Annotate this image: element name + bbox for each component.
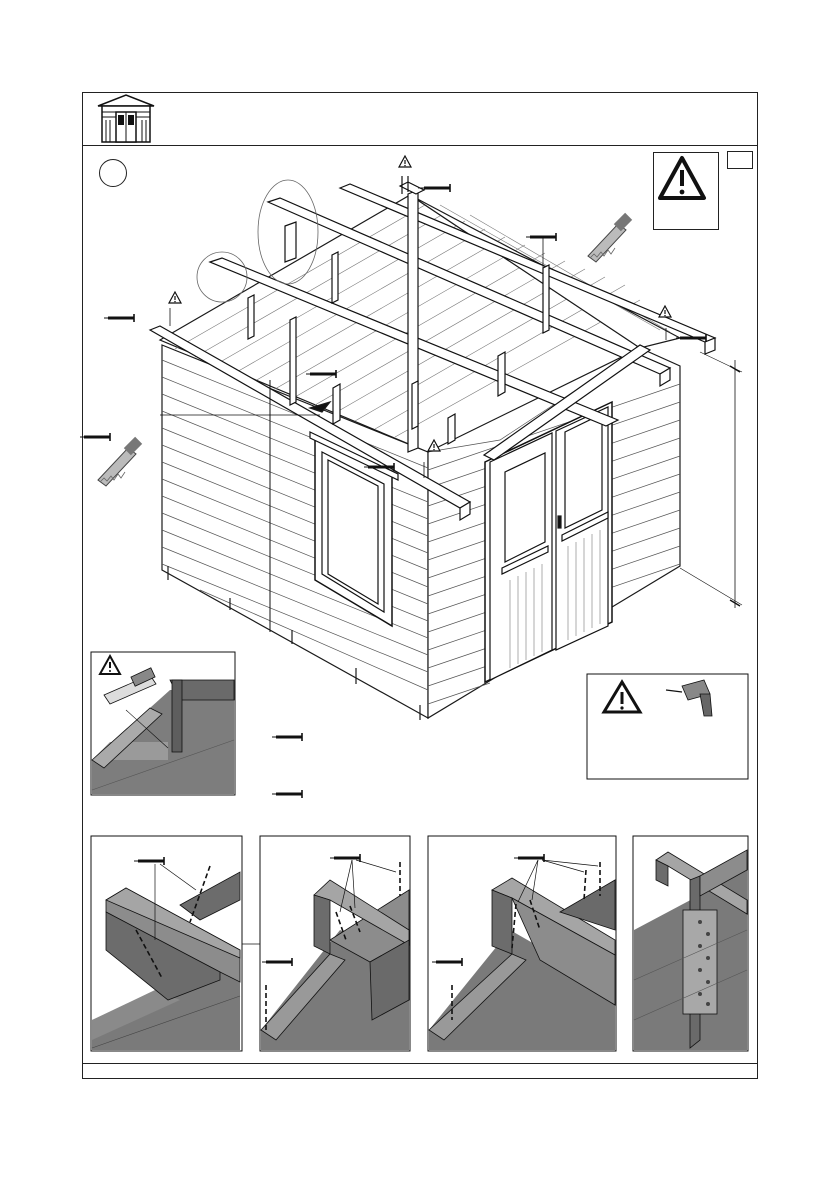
glue-detail-inset <box>91 652 235 795</box>
rafter-bracket-detail <box>633 836 748 1051</box>
rafter-screw-detail-3 <box>428 836 616 1051</box>
rafter-screw-detail-2 <box>260 836 410 1051</box>
drill-warning-box <box>587 674 748 779</box>
rafter-screw-detail-1 <box>91 836 242 1051</box>
shed-main-drawing <box>150 176 742 720</box>
garden-shed-icon <box>98 95 154 142</box>
warning-triangle-icon <box>660 158 704 198</box>
